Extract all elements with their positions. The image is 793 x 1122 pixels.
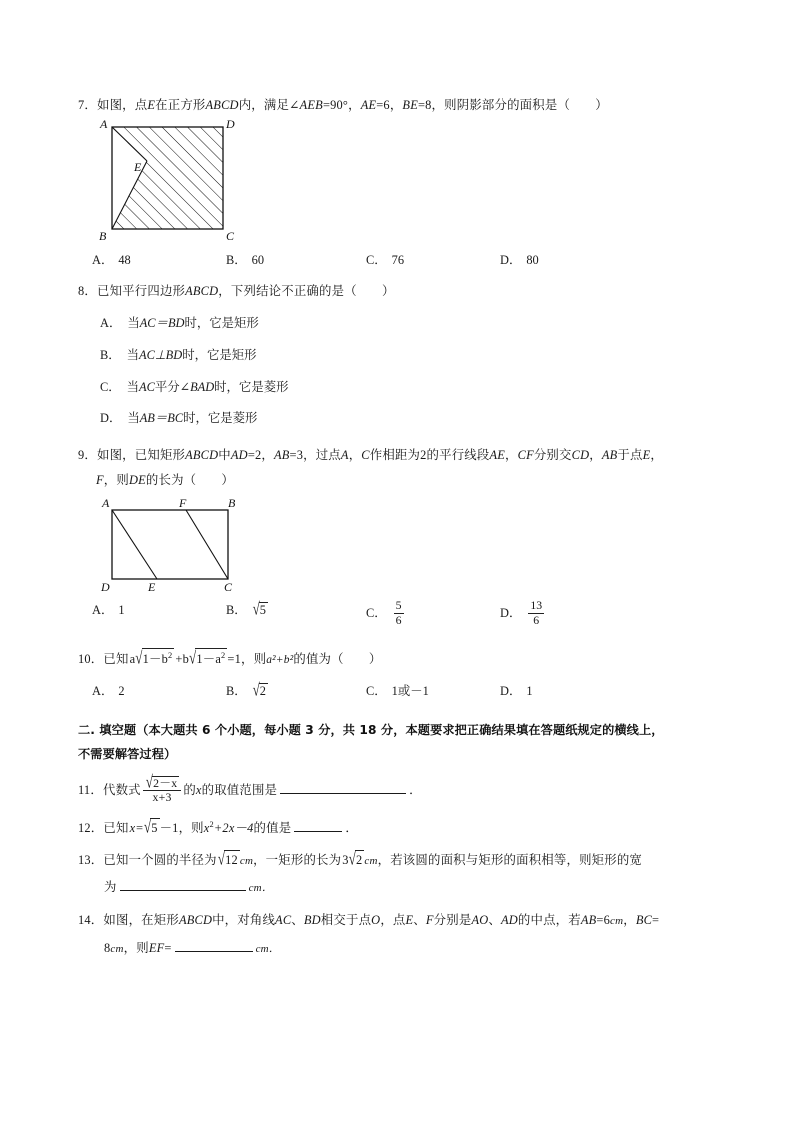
question-9-figure: [78, 496, 718, 592]
q12-text-a: 已知: [103, 820, 129, 835]
q9-option-a[interactable]: [92, 600, 125, 618]
q14-var-bc: BC: [635, 913, 653, 928]
q12-tail: ．: [345, 820, 358, 835]
q14-text-k: ，: [623, 913, 636, 928]
q8-option-b-post: 时，它是矩形: [182, 348, 257, 363]
question-8-number: 8．: [78, 284, 97, 299]
question-9-stem-line1: [78, 446, 718, 465]
q7-option-d-value: 80: [526, 253, 539, 268]
q14-var-ac: AC: [275, 913, 292, 928]
q11-answer-blank[interactable]: [280, 781, 406, 794]
q12-expr-tail: －1: [159, 820, 179, 835]
q8-option-c-expr: AC: [139, 379, 155, 394]
q13-unit-2: cm: [364, 854, 378, 867]
q11-text-b: 的: [183, 783, 196, 798]
question-9-stem-line2: [78, 471, 718, 490]
q9-option-a-label: A．: [92, 603, 114, 618]
q7-option-a-value: 48: [118, 253, 131, 268]
q9-text-h: 作相距为2的平行线段: [369, 447, 490, 462]
q13-text-b: ，一矩形的长为: [253, 852, 342, 867]
q12-poly-x: x: [203, 820, 210, 835]
q9-option-b-sqrt: [252, 598, 268, 620]
q9-text-l: 于点: [617, 447, 643, 462]
q9-option-b-radicand: 5: [259, 603, 266, 618]
q10-option-d-label: D．: [500, 684, 522, 699]
q14-text-g: 分别是: [433, 913, 472, 928]
q9-option-c-fraction: [394, 599, 404, 626]
q13-radicand-1: 12: [224, 850, 240, 870]
vertex-label-b: B: [99, 229, 107, 242]
q11-fraction: [143, 771, 182, 805]
q9-var-ae: AE: [489, 447, 506, 462]
q9-var-cd: CD: [571, 447, 590, 462]
q9-option-a-value: 1: [118, 603, 125, 618]
q8-option-a-expr: AC＝BD: [139, 316, 185, 331]
question-11: [78, 771, 718, 806]
q9-text-k: ，: [589, 447, 602, 462]
q7-text-f: =8，则阴影部分的面积是（ ）: [417, 98, 608, 112]
q14-var-ab: AB: [580, 913, 597, 928]
q8-option-c-post: 时，它是菱形: [214, 379, 289, 394]
page-content: [78, 96, 718, 958]
question-7-stem: [78, 96, 718, 115]
q10-option-c-value: 1或－1: [391, 684, 429, 699]
q10-target-expr: a²+b²: [266, 654, 294, 667]
q10-radicand-1-exp: 2: [168, 651, 173, 661]
q7-option-b-label: B．: [226, 253, 247, 268]
q14-var-ef: EF: [148, 940, 165, 955]
radical-sign-icon: √: [252, 598, 260, 620]
question-13-line1: [78, 850, 718, 870]
q13-sqrt-2: [341, 850, 364, 870]
q11-numerator: [143, 771, 182, 792]
q7-text-c: 内，满足∠: [238, 98, 300, 112]
q13-text-c: ，若该圆的面积与矩形的面积相等，则矩形的宽: [377, 852, 643, 867]
q7-var-be: BE: [402, 98, 418, 112]
q11-sqrt: [145, 771, 180, 792]
question-7-number: 7．: [78, 98, 97, 112]
q14-unit-1: cm: [609, 915, 624, 928]
q9-var-e: E: [642, 447, 651, 462]
q14-text-j: =6: [596, 913, 610, 928]
q9-line2-text-b: 的长为（ ）: [145, 473, 235, 488]
q9-option-c-numerator: 5: [395, 598, 402, 613]
q8-text-a: 已知平行四边形: [97, 284, 186, 299]
question-12: [78, 818, 718, 838]
q8-option-b-expr: AC⊥BD: [139, 348, 183, 363]
q9-text-d: =3，过点: [289, 447, 341, 462]
q7-option-b-value: 60: [251, 253, 265, 268]
q7-text-b: 在正方形: [155, 98, 206, 112]
shaded-region: [112, 127, 223, 229]
q9-var-f: F: [96, 473, 104, 488]
q10-radicand-2: [195, 648, 227, 669]
radical-sign-icon: √: [143, 816, 152, 837]
q9-var-c: C: [361, 447, 370, 462]
q14-var-abcd: ABCD: [178, 913, 213, 928]
q7-option-c-label: C．: [366, 253, 387, 268]
q7-text-d: =90°，: [322, 98, 361, 112]
q9-option-d-label: D．: [500, 605, 522, 620]
section-2-line-1: 二. 填空题（本大题共 6 个小题，每小题 3 分，共 18 分，本题要求把正确结果填在答题纸规定的横线上，: [78, 723, 664, 738]
q10-option-c-label: C．: [366, 684, 387, 699]
section-2-line-2: 不需要解答过程）: [78, 747, 177, 762]
q8-option-c-label: C．: [100, 379, 121, 394]
q9-var-a: A: [340, 447, 349, 462]
vertex-label-e: E: [148, 580, 156, 593]
q13-coef-2: 3: [342, 852, 349, 867]
q8-option-b-pre: 当: [126, 348, 140, 363]
q9-var-de: DE: [128, 473, 146, 488]
q10-text-a: 已知: [103, 652, 129, 667]
q12-poly-rest: +2x－4: [213, 820, 254, 835]
section-2-header: [78, 719, 718, 767]
vertex-label-f: F: [179, 496, 187, 511]
q9-option-b-label: B．: [226, 603, 247, 618]
question-11-number: 11．: [78, 783, 103, 798]
q11-text-a: 代数式: [103, 783, 141, 798]
q9-var-ab: AB: [274, 447, 290, 462]
question-13-number: 13．: [78, 852, 104, 867]
question-7-options: [78, 250, 718, 270]
q7-option-d[interactable]: [500, 250, 539, 268]
q8-option-d-pre: 当: [127, 411, 140, 426]
q12-text-b: ，则: [178, 820, 204, 835]
vertex-label-a: A: [100, 119, 108, 132]
q10-option-b[interactable]: [226, 681, 268, 699]
q14-answer-blank[interactable]: [175, 939, 253, 952]
q13-text-a: 已知一个圆的半径为: [103, 852, 217, 867]
q13-line2-text-a: 为: [104, 880, 117, 895]
q9-text-c: =2，: [247, 447, 274, 462]
q14-text-f: 、: [413, 913, 426, 928]
q8-option-d-label: D．: [100, 411, 122, 426]
q10-option-d[interactable]: [500, 681, 533, 699]
q12-x-equals: x=: [129, 820, 144, 835]
point-label-e: E: [134, 160, 142, 175]
q10-coef-b: +b: [175, 652, 189, 667]
q8-option-a-label: A．: [100, 316, 122, 331]
q11-denominator: x+3: [143, 790, 182, 804]
question-7-figure: [78, 119, 718, 241]
q13-sqrt-1: [217, 850, 240, 870]
q7-option-c[interactable]: [366, 250, 404, 268]
q10-equals: =1: [227, 652, 242, 667]
radical-sign-icon: √: [252, 679, 260, 701]
q8-option-d-expr: AB＝BC: [139, 411, 184, 426]
q8-option-d-post: 时，它是菱形: [183, 411, 258, 426]
q10-radicand-2-exp: 2: [221, 651, 226, 661]
q9-option-d[interactable]: [500, 600, 546, 627]
q14-text-b: 中，对角线: [212, 913, 276, 928]
q9-text-j: 分别交: [533, 447, 572, 462]
q8-option-a-pre: 当: [127, 316, 140, 331]
radical-sign-icon: √: [135, 647, 143, 669]
q12-radicand: 5: [150, 818, 159, 838]
question-13-line2: [78, 878, 718, 897]
rectangle-abcd-parallel-segments-svg: [90, 496, 265, 592]
q9-option-c-label: C．: [366, 605, 387, 620]
q7-option-c-value: 76: [391, 253, 405, 268]
q14-var-ad: AD: [500, 913, 518, 928]
q9-var-abcd: ABCD: [185, 447, 219, 462]
radical-sign-icon: √: [217, 848, 226, 869]
q10-option-b-label: B．: [226, 684, 247, 699]
q10-option-d-value: 1: [526, 684, 533, 699]
q14-text-d: 相交于点: [320, 913, 372, 928]
q14-var-f: F: [425, 913, 434, 928]
q10-sqrt-2: [174, 648, 227, 669]
q13-line2-unit: cm．: [248, 882, 274, 895]
radical-sign-icon: √: [145, 771, 154, 792]
q8-option-a-post: 时，它是矩形: [184, 316, 259, 331]
question-10-options: [78, 681, 718, 701]
q10-option-a[interactable]: [92, 681, 125, 699]
q14-unit-2: cm: [110, 942, 124, 955]
q14-text-c: 、: [291, 913, 304, 928]
q9-text-m: ，: [650, 447, 663, 462]
q10-option-b-sqrt: [252, 679, 268, 701]
q7-var-aeb: AEB: [299, 98, 323, 112]
q7-option-d-label: D．: [500, 253, 522, 268]
q10-option-a-label: A．: [92, 684, 114, 699]
q10-coef-a: a: [129, 652, 136, 667]
q14-line2-text-c: =: [164, 940, 172, 955]
q14-text-e: ，点: [380, 913, 406, 928]
q8-text-b: ，下列结论不正确的是（ ）: [218, 284, 395, 299]
q9-option-d-numerator: 13: [530, 598, 543, 613]
question-12-number: 12．: [78, 820, 104, 835]
q14-line2-unit: cm．: [255, 942, 281, 955]
q14-text-a: 如图，在矩形: [103, 913, 179, 928]
q14-var-e: E: [405, 913, 414, 928]
radical-sign-icon: √: [348, 848, 356, 869]
radical-sign-icon: √: [189, 647, 197, 669]
q8-option-a[interactable]: [78, 314, 718, 333]
question-14-line1: [78, 911, 718, 930]
q14-text-l: =: [652, 913, 660, 928]
vertex-label-b: B: [228, 496, 236, 511]
q9-text-i: ，: [505, 447, 518, 462]
q7-var-e: E: [147, 98, 156, 112]
q7-var-abcd: ABCD: [205, 98, 239, 112]
question-8-stem: [78, 282, 718, 301]
rectangle-outline: [112, 510, 228, 579]
q9-option-b[interactable]: [226, 600, 268, 618]
q14-var-o: O: [371, 913, 381, 928]
q7-option-a-label: A．: [92, 253, 114, 268]
segment-cf: [186, 510, 228, 579]
q12-sqrt-expr: [129, 818, 160, 838]
q14-var-bd: BD: [303, 913, 321, 928]
q11-text-c: 的取值范围是: [201, 783, 278, 798]
q9-var-ab2: AB: [601, 447, 618, 462]
q10-text-b: ，则: [241, 652, 267, 667]
q8-option-c-post2: 平分∠: [154, 379, 191, 394]
q11-var-x: x: [195, 783, 202, 798]
q9-option-c-denominator: 6: [395, 612, 402, 627]
q10-option-b-radicand: 2: [259, 684, 266, 699]
q7-option-a[interactable]: [92, 250, 131, 268]
q8-option-b[interactable]: [78, 346, 718, 365]
q13-answer-blank[interactable]: [120, 878, 246, 891]
q14-text-h: 、: [488, 913, 501, 928]
q8-option-c-expr2: BAD: [190, 379, 215, 394]
q7-option-b[interactable]: [226, 250, 264, 268]
q9-text-b: 中: [218, 447, 231, 462]
q11-tail: ．: [409, 783, 422, 798]
question-14-number: 14．: [78, 913, 104, 928]
q10-option-c[interactable]: [366, 681, 429, 699]
q13-unit-1: cm: [239, 854, 254, 867]
q12-poly-exp: 2: [209, 819, 214, 829]
q9-line2-text-a: ，则: [103, 473, 129, 488]
q14-var-ao: AO: [471, 913, 489, 928]
q13-radicand-2: 2: [355, 850, 364, 870]
question-10-number: 10．: [78, 652, 104, 667]
q12-answer-blank[interactable]: [294, 819, 342, 832]
q8-option-c[interactable]: [78, 378, 718, 397]
q9-option-c[interactable]: [366, 600, 406, 627]
q7-var-ae: AE: [360, 98, 377, 112]
q8-option-c-pre: 当: [126, 379, 140, 394]
q9-option-d-fraction: [528, 599, 544, 626]
q9-option-d-denominator: 6: [528, 613, 544, 627]
q10-sqrt-1: [129, 648, 175, 669]
q14-line2-text-b: ，则: [123, 940, 149, 955]
q14-text-i: 的中点，若: [517, 913, 581, 928]
q14-line2-text-a: 8: [104, 940, 111, 955]
segment-ae: [112, 510, 157, 579]
q10-text-c: 的值为（ ）: [293, 652, 382, 667]
q8-var-abcd: ABCD: [185, 284, 219, 299]
q10-radicand-1: [142, 648, 175, 669]
q11-radicand: 2－x: [153, 775, 178, 790]
q9-text-f: ，: [348, 447, 362, 462]
q9-var-cf: CF: [517, 447, 534, 462]
vertex-label-d: D: [226, 119, 235, 132]
q8-option-b-label: B．: [100, 348, 121, 363]
square-abcd-with-point-e-svg: [90, 119, 260, 241]
question-9-options: [78, 600, 718, 634]
vertex-label-c: C: [226, 229, 235, 242]
vertex-label-c: C: [224, 580, 233, 593]
q10-option-a-value: 2: [118, 684, 125, 699]
q8-option-d[interactable]: [78, 409, 718, 428]
question-10-stem: [78, 648, 718, 670]
q9-var-ad: AD: [230, 447, 248, 462]
q12-text-c: 的值是: [253, 820, 292, 835]
q7-text-a: 如图，点: [97, 98, 148, 112]
q9-text-a: 如图，已知矩形: [97, 447, 186, 462]
vertex-label-d: D: [101, 580, 110, 593]
vertex-label-a: A: [102, 496, 110, 511]
q10-radicand-1-base: 1－b: [142, 652, 169, 667]
q7-text-e: =6，: [376, 98, 403, 112]
question-9-number: 9．: [78, 447, 97, 462]
question-14-line2: [78, 939, 718, 958]
q10-radicand-2-base: 1－a: [196, 652, 222, 667]
